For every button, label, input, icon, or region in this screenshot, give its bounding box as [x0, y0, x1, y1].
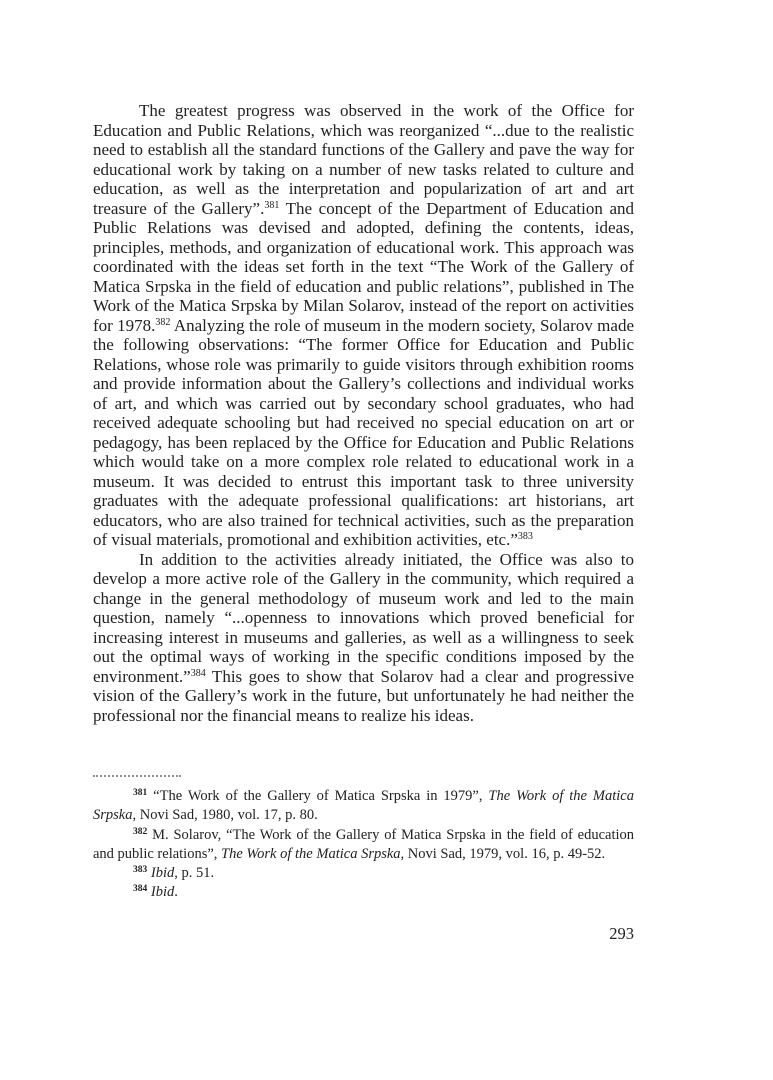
italic-text-run: Ibid: [150, 865, 175, 882]
text-run: Analyzing the role of museum in the modern society, Solarov made the following observations: “The former Office for Education and Public Relations, whose role was primarily to guide visitors through exhibition rooms and provide information about the Gallery’s collections and individual works of art, and which was carried out by secondary school graduates, who had received adequate schooling but had received no special education on art or pedagogy, has been replaced by the Office for Education and Public Relations which would take on a more complex role related to educational work in a museum. It was decided to entrust this important task to three university graduates with the adequate professional qualifications: art historians, art educators, who are also trained for technical activities, such as the preparation of visual materials, promotional and exhibition activities, etc.”: [93, 315, 634, 549]
text-run: This goes to show that Solarov had a clear and progressive vision of the Gallery’s work in the future, but unfortunately he had neither the professional nor the financial means to realize his ideas.: [93, 666, 634, 725]
text-run: , Novi Sad, 1979, vol. 16, p. 49-52.: [400, 845, 606, 862]
page-body-text: [93, 101, 634, 725]
footnote-ref: 381: [264, 199, 280, 211]
text-run: , p. 51.: [174, 865, 215, 882]
footnotes-section: [93, 787, 634, 903]
text-run: The greatest progress was observed in the work of the Office for Education and Public Relations, which was reorganized “...due to the realistic need to establish all the standard functions of the Gallery and pave the way for educational work by taking on a number of new tasks related to culture and education, as well as the interpretation and popularization of art and art treasure of the Gallery”.: [93, 101, 634, 218]
footnote-381: [93, 787, 634, 826]
footnote-ref: 384: [190, 667, 206, 679]
text-run: M. Solarov, “The Work of the Gallery of Matica Srpska in the field of education and public relations”,: [93, 826, 634, 862]
footnote-382: [93, 826, 634, 865]
text-run: .: [174, 884, 178, 901]
footnote-ref: 381: [133, 788, 148, 798]
footnote-ref: 382: [133, 826, 148, 837]
footnote-ref: 383: [517, 531, 533, 542]
text-run: The concept of the Department of Education and Public Relations was devised and adopted, defining the contents, ideas, principles, methods, and organization of educational work. This approach was coordinated with the ideas set forth in the text “The Work of the Gallery of Matica Srpska in the field of education and public relations”, published in The Work of the Matica Srpska by Milan Solarov, instead of the report on activities for 1978.: [93, 198, 634, 335]
footnote-ref: 384: [133, 884, 148, 895]
footnote-ref: 382: [155, 316, 171, 328]
text-run: “The Work of the Gallery of Matica Srpska in 1979”,: [147, 788, 489, 804]
footnote-ref: 383: [133, 865, 148, 876]
text-run: In addition to the activities already initiated, the Office was also to develop a more active role of the Gallery in the community, which required a change in the general methodology of museum work and led to the main question, namely “...openness to innovations which proved beneficial for increasing interest in museums and galleries, as well as a willingness to seek out the optimal ways of working in the specific conditions imposed by the environment.”: [93, 549, 634, 686]
italic-text-run: The Work of the Matica Srpska: [93, 788, 634, 824]
footnote-384: [93, 883, 634, 902]
page-number: 293: [609, 924, 634, 943]
body-paragraph-2: [93, 550, 634, 726]
footnote-383: [93, 864, 634, 883]
footnote-separator: [93, 775, 181, 777]
text-run: , Novi Sad, 1980, vol. 17, p. 80.: [132, 807, 318, 824]
italic-text-run: The Work of the Matica Srpska: [221, 845, 401, 862]
body-paragraph-1: [93, 101, 634, 550]
italic-text-run: Ibid: [150, 884, 175, 901]
